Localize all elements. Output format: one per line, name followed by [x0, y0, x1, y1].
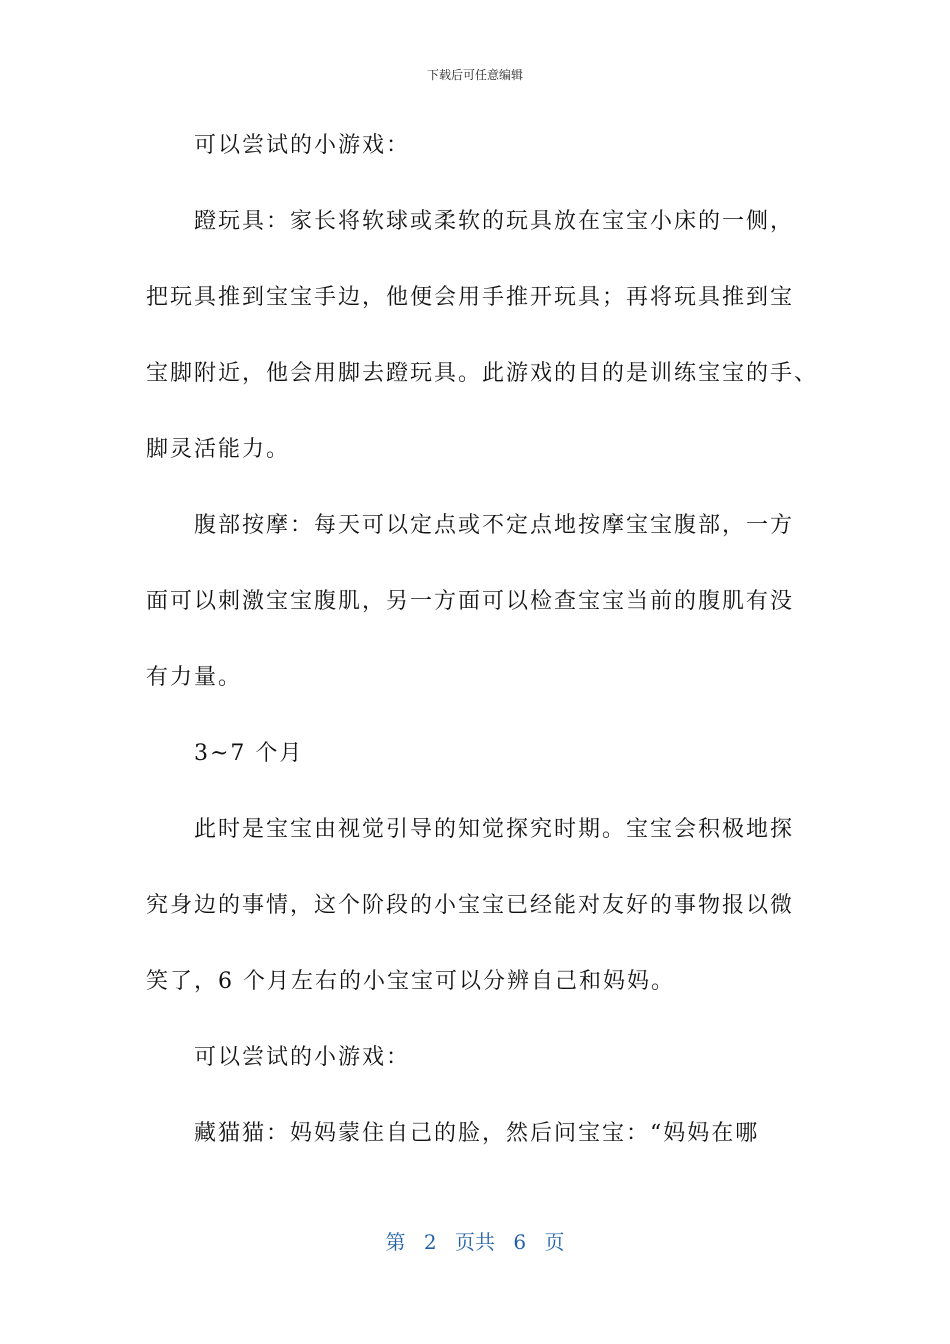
paragraph-line: 此时是宝宝由视觉引导的知觉探究时期。宝宝会积极地探 — [194, 817, 795, 842]
paragraph-line: 面可以刺激宝宝腹肌，另一方面可以检查宝宝当前的腹肌有没 — [146, 589, 795, 614]
page-label-suffix: 页 — [544, 1230, 565, 1254]
paragraph-line: 腹部按摩：每天可以定点或不定点地按摩宝宝腹部，一方 — [194, 513, 795, 538]
current-page-number: 2 — [423, 1230, 437, 1254]
document-body — [146, 118, 819, 1182]
paragraph-line: 可以尝试的小游戏： — [194, 133, 411, 158]
paragraph-line: 把玩具推到宝宝手边，他便会用手推开玩具；再将玩具推到宝 — [146, 285, 795, 310]
page-footer — [0, 1226, 950, 1255]
paragraph-line: 藏猫猫：妈妈蒙住自己的脸，然后问宝宝：“妈妈在哪 — [194, 1121, 760, 1146]
paragraph-line: 笑了，6 个月左右的小宝宝可以分辨自己和妈妈。 — [146, 969, 675, 994]
page-label-prefix: 第 — [385, 1230, 406, 1254]
header-note: 下载后可任意编辑 — [426, 68, 523, 82]
section-heading: 3~7 个月 — [194, 741, 304, 766]
paragraph-line: 究身边的事情，这个阶段的小宝宝已经能对友好的事物报以微 — [146, 893, 795, 918]
paragraph-line: 蹬玩具：家长将软球或柔软的玩具放在宝宝小床的一侧， — [194, 209, 795, 234]
paragraph-line: 有力量。 — [146, 665, 243, 690]
paragraph-line: 宝脚附近，他会用脚去蹬玩具。此游戏的目的是训练宝宝的手、 — [146, 361, 819, 386]
paragraph-line: 脚灵活能力。 — [146, 437, 291, 462]
total-pages-number: 6 — [513, 1230, 527, 1254]
page-label-mid: 页共 — [455, 1230, 495, 1254]
paragraph-line: 可以尝试的小游戏： — [194, 1045, 411, 1070]
